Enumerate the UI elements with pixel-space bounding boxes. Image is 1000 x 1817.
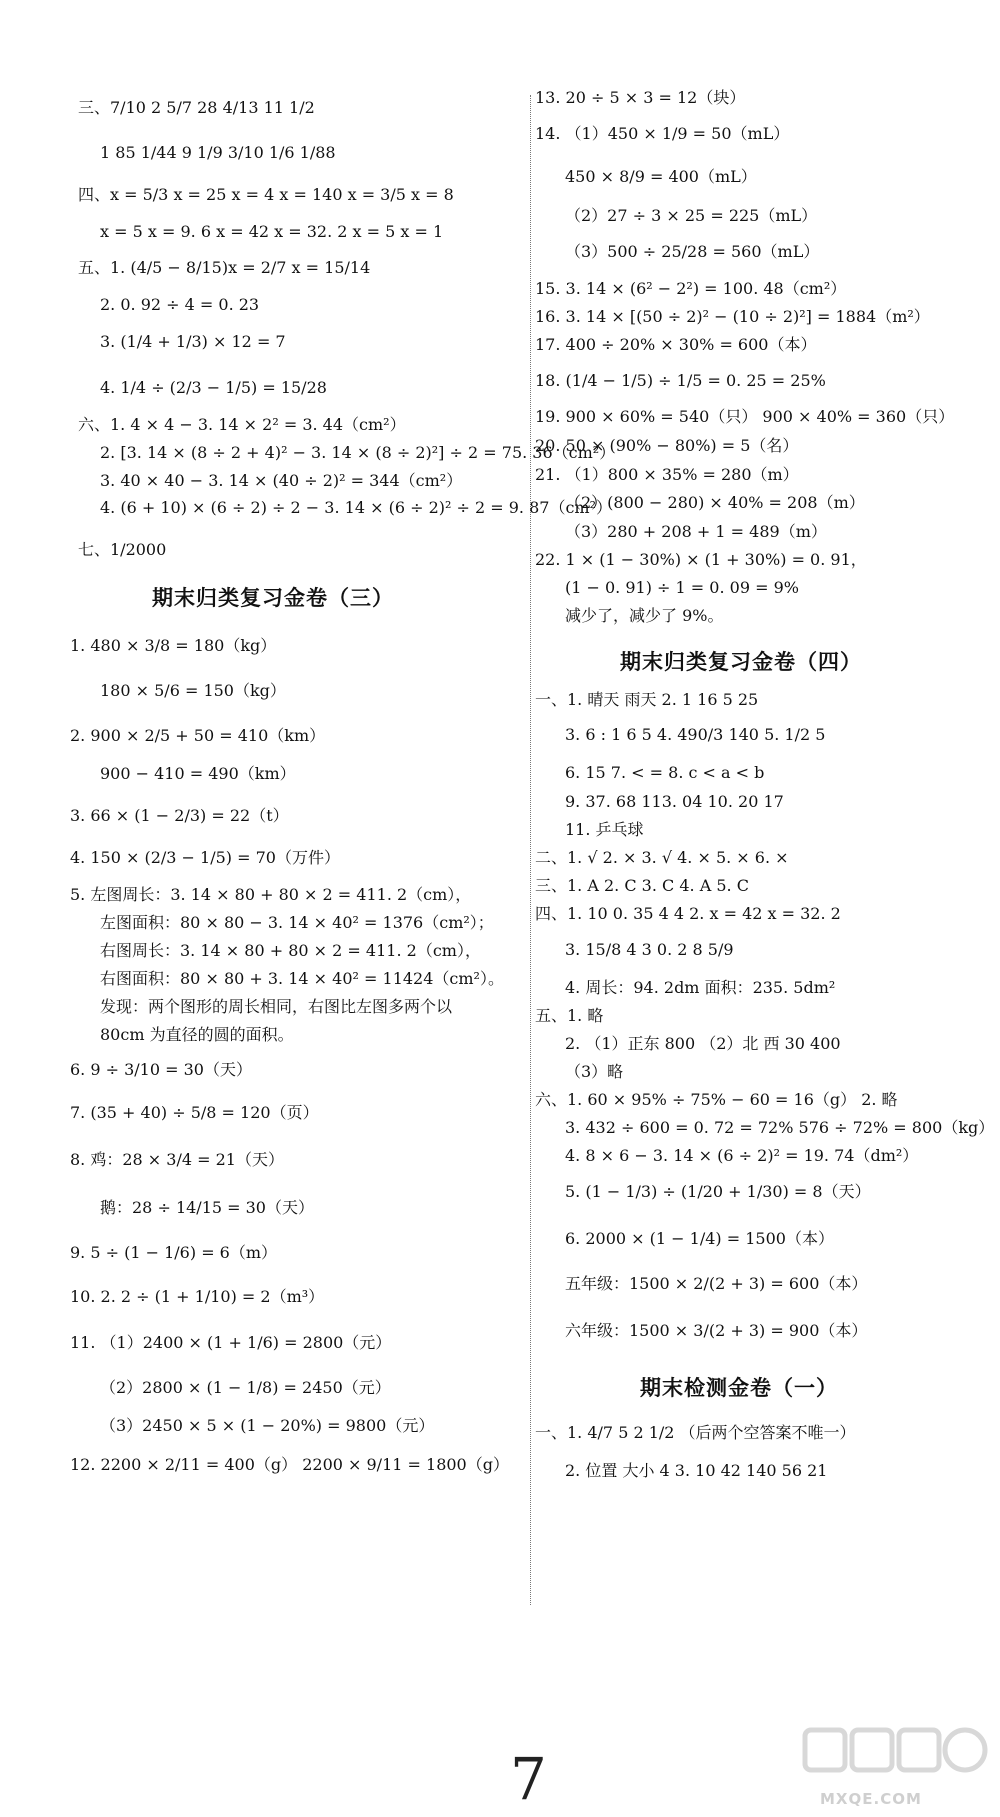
- answer-line: 19. 900 × 60% = 540（只） 900 × 40% = 360（只）: [535, 407, 955, 426]
- answer-line: 四、x = 5/3 x = 25 x = 4 x = 140 x = 3/5 x = 8: [78, 185, 454, 204]
- answer-line: 3. (1/4 + 1/3) × 12 = 7: [100, 332, 286, 351]
- answer-line: 80cm 为直径的圆的面积。: [100, 1025, 294, 1044]
- answer-line: 9. 37. 68 113. 04 10. 20 17: [565, 792, 784, 811]
- answer-line: 5. (1 − 1/3) ÷ (1/20 + 1/30) = 8（天）: [565, 1182, 871, 1201]
- answer-line: 1 85 1/44 9 1/9 3/10 1/6 1/88: [100, 143, 336, 162]
- answer-line: 11. 乒乓球: [565, 820, 644, 839]
- answer-line: （3）500 ÷ 25/28 = 560（mL）: [565, 242, 820, 261]
- answer-line: 减少了，减少了 9%。: [565, 606, 724, 625]
- answer-line: 3. 6 : 1 6 5 4. 490/3 140 5. 1/2 5: [565, 725, 826, 744]
- answer-line: 一、1. 晴天 雨天 2. 1 16 5 25: [535, 690, 759, 709]
- column-divider: [530, 95, 531, 1605]
- answer-line: （2）27 ÷ 3 × 25 = 225（mL）: [565, 206, 818, 225]
- answer-line: 4. 1/4 ÷ (2/3 − 1/5) = 15/28: [100, 378, 327, 397]
- answer-line: x = 5 x = 9. 6 x = 42 x = 32. 2 x = 5 x = 1: [100, 222, 444, 241]
- answer-line: 13. 20 ÷ 5 × 3 = 12（块）: [535, 88, 746, 107]
- answer-line: 3. 432 ÷ 600 = 0. 72 = 72% 576 ÷ 72% = 800（kg）: [565, 1118, 995, 1137]
- answer-line: 右图周长：3. 14 × 80 + 80 × 2 = 411. 2（cm），: [100, 941, 481, 960]
- answer-line: 五、1. (4/5 − 8/15)x = 2/7 x = 15/14: [78, 258, 371, 277]
- answer-line: 4. 8 × 6 − 3. 14 × (6 ÷ 2)² = 19. 74（dm²）: [565, 1146, 919, 1165]
- answer-line: 17. 400 ÷ 20% × 30% = 600（本）: [535, 335, 817, 354]
- answer-line: 2. [3. 14 × (8 ÷ 2 + 4)² − 3. 14 × (8 ÷ 2)²] ÷ 2 = 75. 36（cm²）: [100, 443, 616, 462]
- answer-line: 发现：两个图形的周长相同，右图比左图多两个以: [100, 997, 453, 1016]
- answer-line: 20. 50 × (90% − 80%) = 5（名）: [535, 436, 799, 455]
- page-number: 7: [510, 1745, 547, 1813]
- answer-line: 180 × 5/6 = 150（kg）: [100, 681, 286, 700]
- answer-line: 左图面积：80 × 80 − 3. 14 × 40² = 1376（cm²）；: [100, 913, 494, 932]
- answer-line: 右图面积：80 × 80 + 3. 14 × 40² = 11424（cm²）。: [100, 969, 504, 988]
- answer-line: 七、1/2000: [78, 540, 167, 559]
- section-title: 期末归类复习金卷（四）: [620, 650, 862, 674]
- watermark-text: MXQE.COM: [820, 1790, 922, 1808]
- answer-line: 二、1. √ 2. × 3. √ 4. × 5. × 6. ×: [535, 848, 789, 867]
- answer-line: 三、1. A 2. C 3. C 4. A 5. C: [535, 876, 749, 895]
- answer-line: （2）2800 × (1 − 1/8) = 2450（元）: [100, 1378, 391, 1397]
- section-title: 期末归类复习金卷（三）: [152, 586, 394, 610]
- answer-line: (1 − 0. 91) ÷ 1 = 0. 09 = 9%: [565, 578, 799, 597]
- answer-line: 11. （1）2400 × (1 + 1/6) = 2800（元）: [70, 1333, 392, 1352]
- answer-line: 2. 位置 大小 4 3. 10 42 140 56 21: [565, 1461, 828, 1480]
- answer-line: 五、1. 略: [535, 1006, 604, 1025]
- answer-line: （3）2450 × 5 × (1 − 20%) = 9800（元）: [100, 1416, 435, 1435]
- answer-line: 10. 2. 2 ÷ (1 + 1/10) = 2（m³）: [70, 1287, 325, 1306]
- answer-line: 2. （1）正东 800 （2）北 西 30 400: [565, 1034, 841, 1053]
- answer-line: 2. 0. 92 ÷ 4 = 0. 23: [100, 295, 260, 314]
- answer-line: 6. 9 ÷ 3/10 = 30（天）: [70, 1060, 252, 1079]
- answer-line: 六、1. 60 × 95% ÷ 75% − 60 = 16（g） 2. 略: [535, 1090, 898, 1109]
- answer-line: 18. (1/4 − 1/5) ÷ 1/5 = 0. 25 = 25%: [535, 371, 826, 390]
- answer-line: 900 − 410 = 490（km）: [100, 764, 296, 783]
- answer-line: 12. 2200 × 2/11 = 400（g） 2200 × 9/11 = 1800（g）: [70, 1455, 509, 1474]
- answer-line: 一、1. 4/7 5 2 1/2 （后两个空答案不唯一）: [535, 1423, 856, 1442]
- answer-line: 450 × 8/9 = 400（mL）: [565, 167, 757, 186]
- answer-line: 6. 15 7. < = 8. c < a < b: [565, 763, 765, 782]
- answer-line: 4. 周长：94. 2dm 面积：235. 5dm²: [565, 978, 836, 997]
- answer-line: 6. 2000 × (1 − 1/4) = 1500（本）: [565, 1229, 834, 1248]
- answer-line: 3. 66 × (1 − 2/3) = 22（t）: [70, 806, 289, 825]
- answer-line: 2. 900 × 2/5 + 50 = 410（km）: [70, 726, 326, 745]
- answer-line: 3. 40 × 40 − 3. 14 × (40 ÷ 2)² = 344（cm²）: [100, 471, 463, 490]
- answer-line: 21. （1）800 × 35% = 280（m）: [535, 465, 799, 484]
- answer-line: 鹅：28 ÷ 14/15 = 30（天）: [100, 1198, 314, 1217]
- answer-line: 六年级：1500 × 3/(2 + 3) = 900（本）: [565, 1321, 868, 1340]
- answer-line: 4. 150 × (2/3 − 1/5) = 70（万件）: [70, 848, 340, 867]
- answer-line: 8. 鸡：28 × 3/4 = 21（天）: [70, 1150, 284, 1169]
- answer-line: 9. 5 ÷ (1 − 1/6) = 6（m）: [70, 1243, 278, 1262]
- answer-line: 22. 1 × (1 − 30%) × (1 + 30%) = 0. 91，: [535, 550, 867, 569]
- section-title: 期末检测金卷（一）: [640, 1376, 838, 1400]
- answer-line: 六、1. 4 × 4 − 3. 14 × 2² = 3. 44（cm²）: [78, 415, 406, 434]
- answer-line: 三、7/10 2 5/7 28 4/13 11 1/2: [78, 98, 315, 117]
- answer-line: （3）280 + 208 + 1 = 489（m）: [565, 522, 827, 541]
- answer-line: 3. 15/8 4 3 0. 2 8 5/9: [565, 940, 734, 959]
- answer-line: （3）略: [565, 1062, 624, 1081]
- answer-line: 五年级：1500 × 2/(2 + 3) = 600（本）: [565, 1274, 868, 1293]
- answer-line: 四、1. 10 0. 35 4 4 2. x = 42 x = 32. 2: [535, 904, 841, 923]
- answer-line: 15. 3. 14 × (6² − 2²) = 100. 48（cm²）: [535, 279, 847, 298]
- answer-line: 16. 3. 14 × [(50 ÷ 2)² − (10 ÷ 2)²] = 1884（m²）: [535, 307, 930, 326]
- answer-line: 1. 480 × 3/8 = 180（kg）: [70, 636, 277, 655]
- answer-line: 4. (6 + 10) × (6 ÷ 2) ÷ 2 − 3. 14 × (6 ÷ 2)² ÷ 2 = 9. 87（cm²）: [100, 498, 613, 517]
- answer-line: 14. （1）450 × 1/9 = 50（mL）: [535, 124, 790, 143]
- answer-line: 5. 左图周长：3. 14 × 80 + 80 × 2 = 411. 2（cm），: [70, 885, 472, 904]
- answer-line: （2）(800 − 280) × 40% = 208（m）: [565, 493, 865, 512]
- answer-line: 7. (35 + 40) ÷ 5/8 = 120（页）: [70, 1103, 319, 1122]
